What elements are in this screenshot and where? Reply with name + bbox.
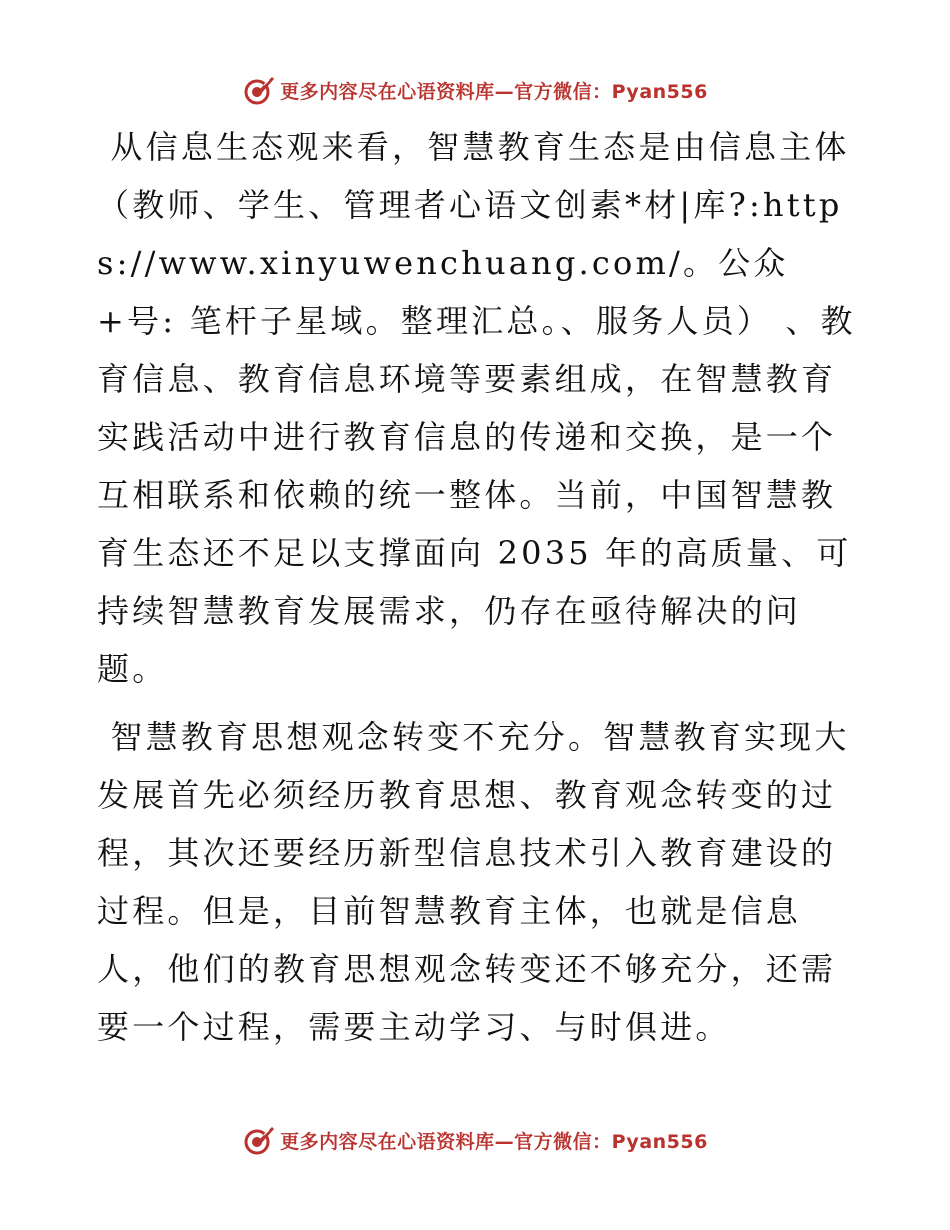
feather-pen-logo-icon [242,1123,276,1157]
paragraph-2: 智慧教育思想观念转变不充分。智慧教育实现大发展首先必须经历教育思想、教育观念转变的过程，其次还要经历新型信息技术引入教育建设的过程。但是，目前智慧教育主体，也就是信息人，他们的教育思想观念转变还不够充分，还需要一个过程，需要主动学习、与时俱进。 [97,718,850,1046]
document-body [97,118,857,1056]
feather-pen-logo-icon [242,73,276,107]
footer-watermark-text: 更多内容尽在心语资料库—官方微信：Pyan556 [280,1130,708,1153]
header-watermark-text: 更多内容尽在心语资料库—官方微信：Pyan556 [280,80,708,103]
footer-watermark-banner [0,1120,950,1160]
paragraph-1: 从信息生态观来看，智慧教育生态是由信息主体（教师、学生、管理者心语文创素*材|库?:https://www.xinyuwenchuang.com/。公众+号: 笔杆子星域。整理汇总。、服务人员） 、教育信息、教育信息环境等要素组成，在智慧教育实践活动中进行教育信息的传递和交换，是一个互相联系和依赖的统一整体。当前，中国智慧教育生态还不足以支撑面向 2035 年的高质量、可持续智慧教育发展需求，仍存在亟待解决的问题。 [97,128,856,688]
header-watermark-banner [0,70,950,110]
